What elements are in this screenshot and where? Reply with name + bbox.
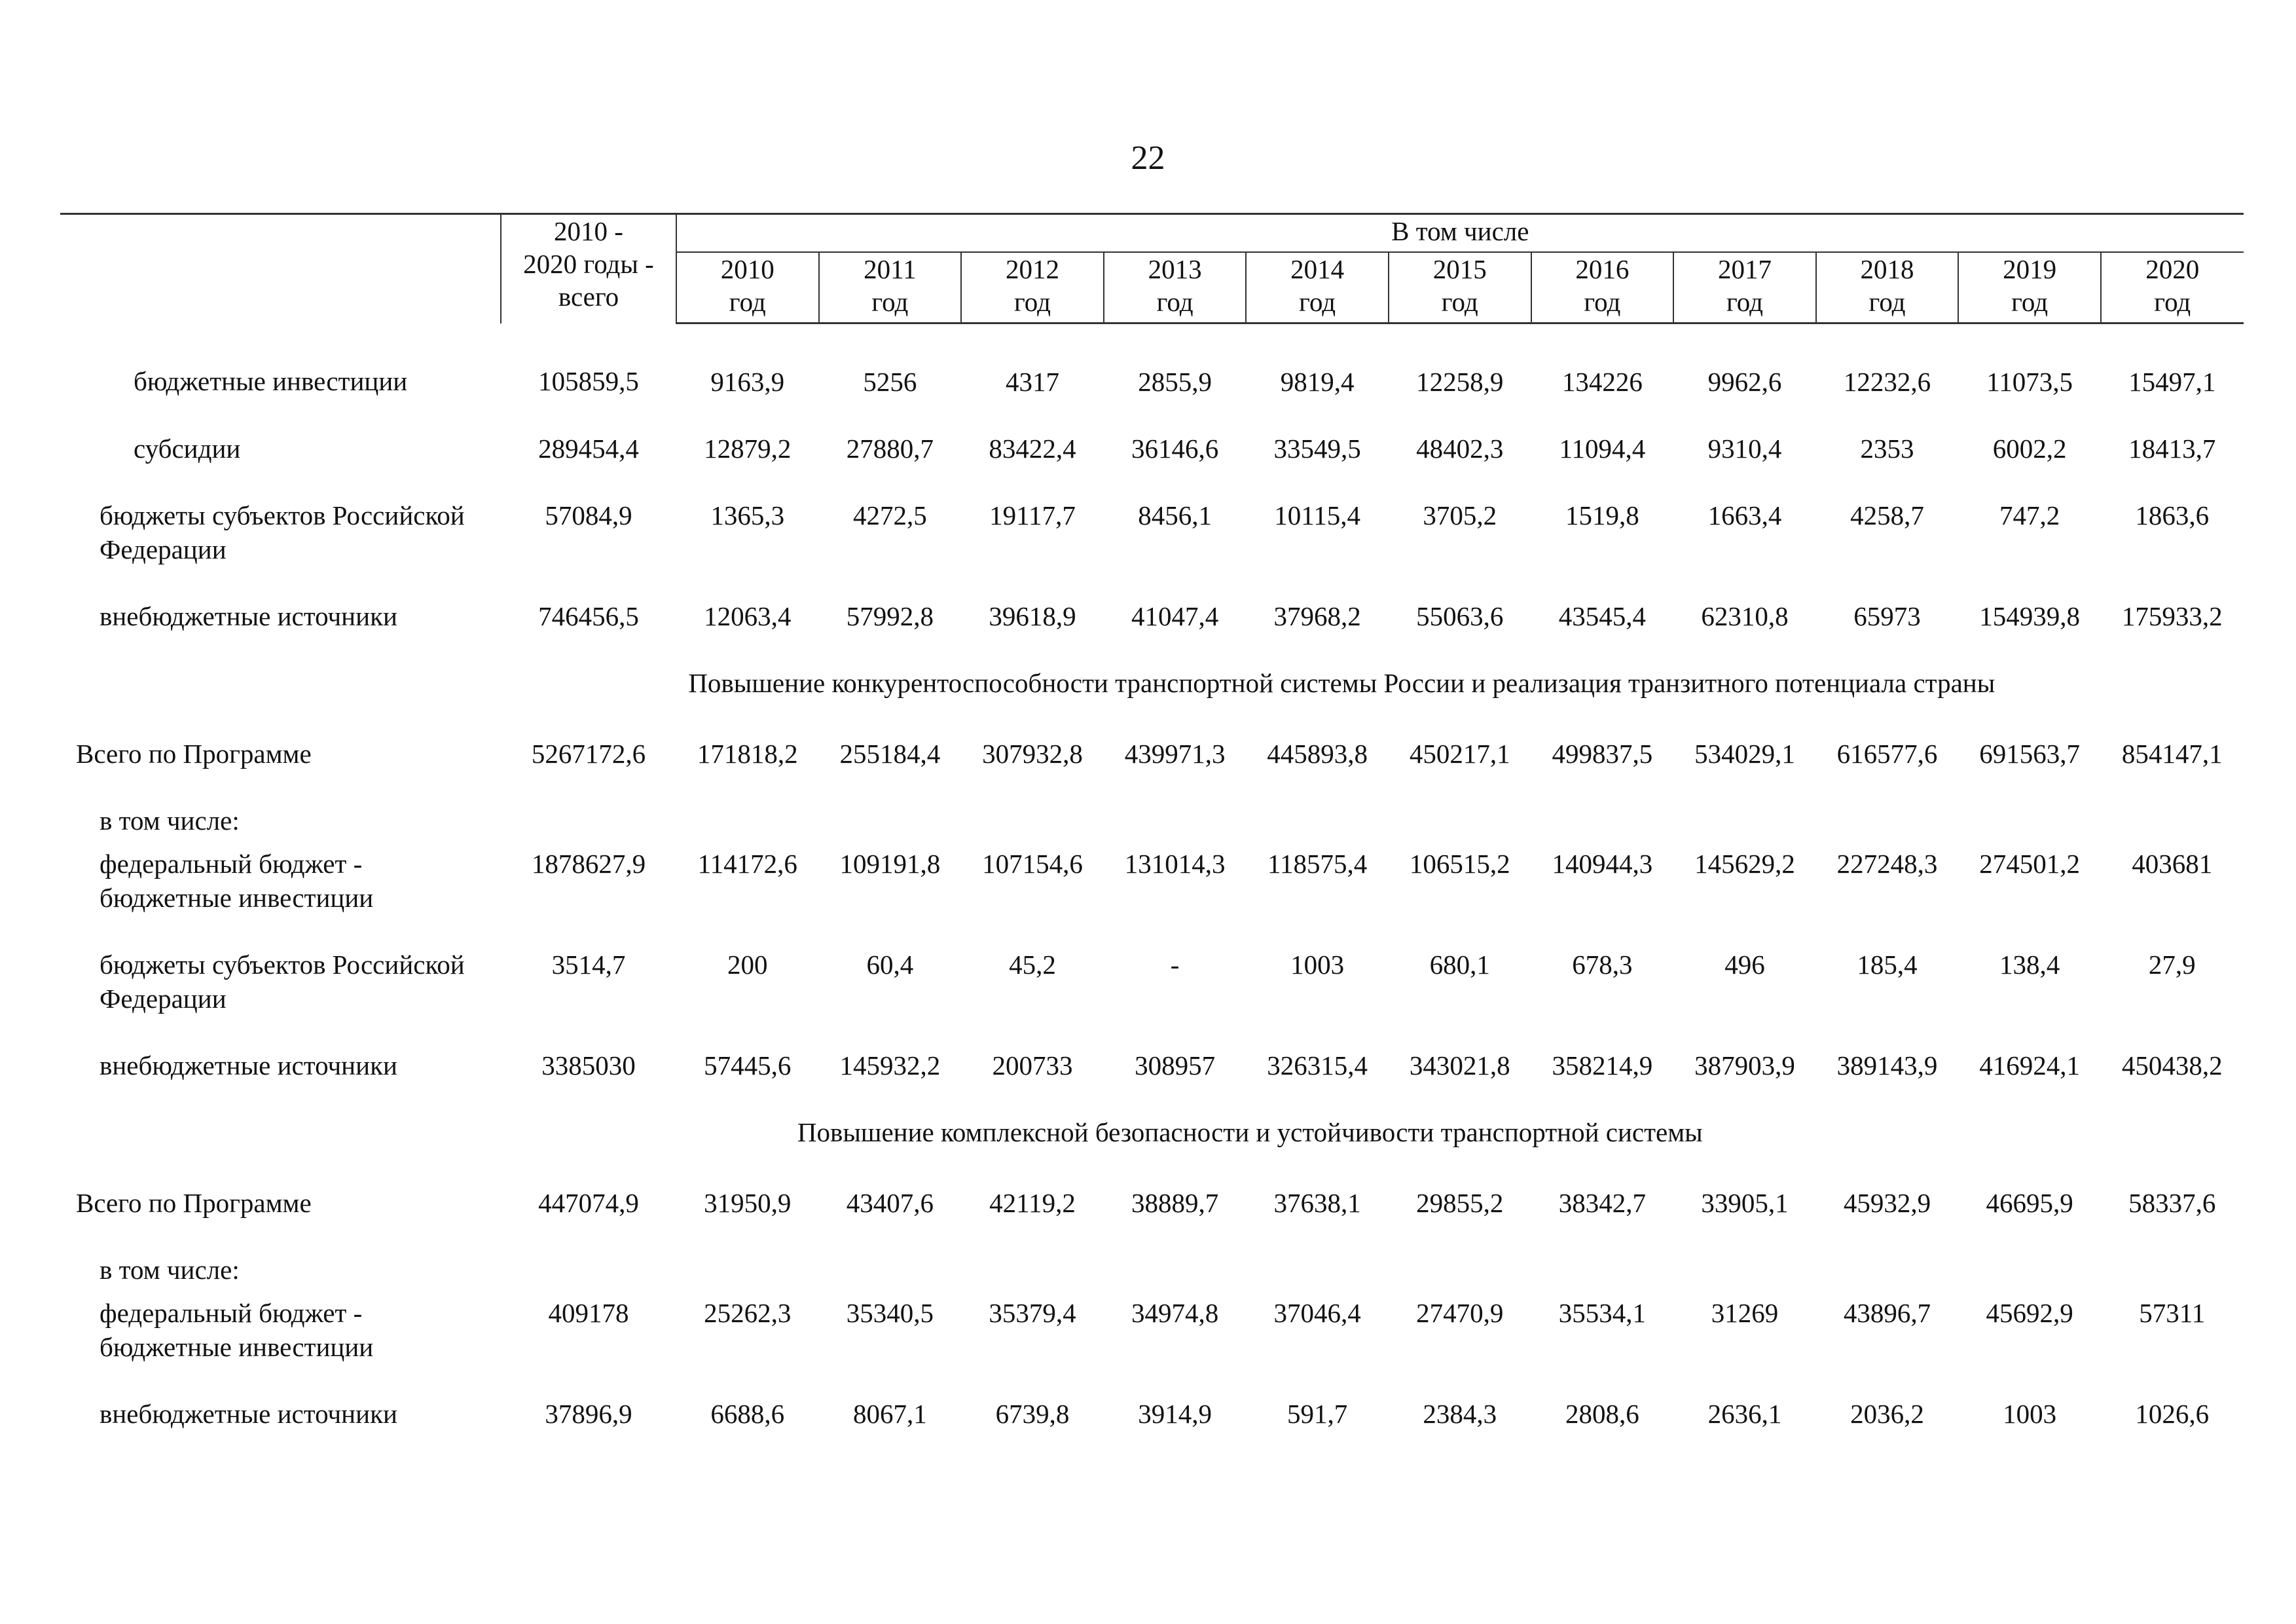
year-value-cell: 114172,6 [697, 849, 797, 879]
header-year-cell [819, 252, 962, 323]
year-value-cell: 499837,5 [1552, 739, 1653, 769]
table-row [60, 847, 2244, 948]
section-heading: Повышение комплексной безопасности и устойчивости транспортной системы [797, 1117, 1703, 1147]
header-year-cell [2101, 252, 2244, 323]
year-value-cell: 45,2 [1009, 950, 1056, 980]
header-total-line: 2020 годы - [523, 249, 654, 279]
year-value-cell: 140944,3 [1552, 849, 1653, 879]
table-row [60, 1296, 2244, 1397]
year-value-cell: 35379,4 [989, 1298, 1076, 1328]
year-value-cell: 680,1 [1429, 950, 1490, 980]
year-value-cell: 10115,4 [1274, 500, 1361, 530]
year-value-cell: 227248,3 [1836, 849, 1938, 879]
year-value-cell: 36146,6 [1131, 434, 1219, 464]
header-year: 2010 [720, 254, 774, 284]
header-year-cell [961, 252, 1104, 323]
year-value-cell: 9819,4 [1280, 367, 1355, 397]
year-value-cell: 9310,4 [1707, 434, 1782, 464]
header-total-cell [501, 214, 676, 323]
year-value-cell: 43896,7 [1843, 1298, 1931, 1328]
row-label: бюджеты субъектов Российской Федерации [100, 500, 465, 564]
year-value-cell: 591,7 [1287, 1399, 1348, 1429]
table-body [60, 323, 2244, 1464]
year-value-cell: 27880,7 [846, 434, 934, 464]
year-value-cell: 416924,1 [1979, 1050, 2081, 1080]
year-value-cell: 154939,8 [1979, 601, 2081, 631]
year-value-cell: 854147,1 [2121, 739, 2223, 769]
year-value-cell: 60,4 [866, 950, 914, 980]
header-year-cell [1673, 252, 1816, 323]
year-value-cell: 9163,9 [710, 367, 785, 397]
year-value-cell: 12258,9 [1416, 367, 1504, 397]
row-label: внебюджетные источники [100, 601, 397, 631]
year-value-cell: 57992,8 [846, 601, 934, 631]
year-value-cell: 45932,9 [1843, 1188, 1931, 1218]
year-value-cell: 2636,1 [1707, 1399, 1782, 1429]
year-value-cell: 43407,6 [846, 1188, 934, 1218]
year-value-cell: 19117,7 [989, 500, 1076, 530]
page-number: 22 [1131, 139, 1165, 177]
table-row [60, 599, 2244, 666]
table-row [60, 498, 2244, 599]
year-value-cell: 45692,9 [1986, 1298, 2073, 1328]
year-value-cell: 107154,6 [982, 849, 1083, 879]
year-value-cell: 496 [1724, 950, 1765, 980]
year-value-cell: 450217,1 [1409, 739, 1510, 769]
table-row [60, 323, 2244, 432]
year-value-cell: 38342,7 [1558, 1188, 1646, 1218]
row-label: федеральный бюджет - бюджетные инвестиции [100, 1298, 374, 1362]
year-value-cell: 1003 [2003, 1399, 2057, 1429]
year-value-cell: - [1170, 950, 1180, 980]
year-value-cell: 6688,6 [710, 1399, 785, 1429]
total-cell: 105859,5 [538, 365, 639, 396]
year-value-cell: 171818,2 [697, 739, 798, 769]
year-value-cell: 9962,6 [1707, 367, 1782, 397]
header-year-unit: год [2154, 287, 2191, 317]
header-year-unit: год [729, 287, 766, 317]
year-value-cell: 35340,5 [846, 1298, 934, 1328]
year-value-cell: 145629,2 [1694, 849, 1795, 879]
year-value-cell: 2036,2 [1850, 1399, 1924, 1429]
year-value-cell: 4258,7 [1850, 500, 1924, 530]
header-year: 2014 [1290, 254, 1345, 284]
year-value-cell: 1365,3 [710, 500, 785, 530]
total-cell: 746456,5 [538, 601, 639, 631]
table-note-row [60, 803, 2244, 847]
year-value-cell: 4317 [1005, 367, 1059, 397]
year-value-cell: 534029,1 [1694, 739, 1795, 769]
year-value-cell: 131014,3 [1124, 849, 1226, 879]
header-year-cell [1104, 252, 1247, 323]
year-value-cell: 326315,4 [1267, 1050, 1368, 1080]
year-value-cell: 308957 [1135, 1050, 1216, 1080]
year-value-cell: 200733 [992, 1050, 1073, 1080]
header-year-unit: год [1441, 287, 1478, 317]
section-heading-row [60, 1115, 2244, 1186]
year-value-cell: 343021,8 [1409, 1050, 1510, 1080]
year-value-cell: 58337,6 [2128, 1188, 2216, 1218]
header-total-line: всего [558, 282, 619, 312]
year-value-cell: 175933,2 [2121, 601, 2223, 631]
header-year: 2013 [1148, 254, 1202, 284]
year-value-cell: 12232,6 [1843, 367, 1931, 397]
row-label: в том числе: [100, 1255, 240, 1285]
total-cell: 3385030 [541, 1050, 636, 1080]
header-year-cell [676, 252, 819, 323]
row-label: внебюджетные источники [100, 1050, 397, 1080]
year-value-cell: 35534,1 [1558, 1298, 1646, 1328]
year-value-cell: 6002,2 [1992, 434, 2067, 464]
row-label: Всего по Программе [76, 1188, 312, 1218]
header-year-unit: год [1726, 287, 1763, 317]
year-value-cell: 134226 [1561, 367, 1643, 397]
year-value-cell: 37046,4 [1273, 1298, 1361, 1328]
year-value-cell: 27470,9 [1416, 1298, 1504, 1328]
header-year: 2020 [2145, 254, 2200, 284]
year-value-cell: 11073,5 [1986, 367, 2073, 397]
year-value-cell: 1003 [1290, 950, 1345, 980]
table-row [60, 737, 2244, 803]
table-row [60, 432, 2244, 498]
year-value-cell: 25262,3 [704, 1298, 792, 1328]
year-value-cell: 42119,2 [989, 1188, 1076, 1218]
year-value-cell: 55063,6 [1416, 601, 1504, 631]
year-value-cell: 4272,5 [853, 500, 927, 530]
row-label: бюджеты субъектов Российской Федерации [100, 950, 465, 1014]
financing-table [60, 213, 2244, 1464]
header-year: 2016 [1575, 254, 1630, 284]
row-label: Всего по Программе [76, 739, 312, 769]
year-value-cell: 450438,2 [2121, 1050, 2223, 1080]
year-value-cell: 5256 [863, 367, 917, 397]
header-year-cell [1246, 252, 1389, 323]
row-label: в том числе: [100, 805, 240, 836]
year-value-cell: 3705,2 [1423, 500, 1497, 530]
year-value-cell: 31950,9 [704, 1188, 792, 1218]
row-label: внебюджетные источники [100, 1399, 397, 1429]
year-value-cell: 48402,3 [1416, 434, 1504, 464]
year-value-cell: 57311 [2139, 1298, 2206, 1328]
header-year-unit: год [1868, 287, 1906, 317]
row-label: субсидии [134, 434, 241, 464]
section-heading: Повышение конкурентоспособности транспортной системы России и реализация транзитного потенциала страны [688, 668, 1995, 698]
header-year-cell [1958, 252, 2101, 323]
year-value-cell: 2384,3 [1423, 1399, 1497, 1429]
year-value-cell: 37638,1 [1273, 1188, 1361, 1218]
total-cell: 37896,9 [545, 1399, 632, 1429]
year-value-cell: 29855,2 [1416, 1188, 1504, 1218]
year-value-cell: 33549,5 [1273, 434, 1361, 464]
total-cell: 57084,9 [545, 500, 632, 530]
year-value-cell: 38889,7 [1131, 1188, 1219, 1218]
year-value-cell: 678,3 [1572, 950, 1633, 980]
year-value-cell: 34974,8 [1131, 1298, 1219, 1328]
year-value-cell: 439971,3 [1124, 739, 1226, 769]
year-value-cell: 1519,8 [1565, 500, 1639, 530]
header-year-unit: год [871, 287, 909, 317]
year-value-cell: 616577,6 [1836, 739, 1938, 769]
year-value-cell: 12879,2 [704, 434, 792, 464]
year-value-cell: 138,4 [1999, 950, 2060, 980]
year-value-cell: 15497,1 [2128, 367, 2216, 397]
year-value-cell: 747,2 [1999, 500, 2060, 530]
year-value-cell: 185,4 [1857, 950, 1918, 980]
total-cell: 447074,9 [538, 1188, 639, 1218]
year-value-cell: 2353 [1860, 434, 1914, 464]
year-value-cell: 8067,1 [853, 1399, 927, 1429]
year-value-cell: 11094,4 [1559, 434, 1646, 464]
header-year-cell [1816, 252, 1959, 323]
total-cell: 5267172,6 [531, 739, 646, 769]
year-value-cell: 83422,4 [989, 434, 1076, 464]
section-heading-row [60, 666, 2244, 737]
header-year-unit: год [2011, 287, 2049, 317]
year-value-cell: 118575,4 [1267, 849, 1368, 879]
year-value-cell: 57445,6 [704, 1050, 792, 1080]
year-value-cell: 2808,6 [1565, 1399, 1639, 1429]
year-value-cell: 31269 [1711, 1298, 1779, 1328]
header-year-cell [1389, 252, 1531, 323]
year-value-cell: 274501,2 [1979, 849, 2081, 879]
year-value-cell: 62310,8 [1701, 601, 1789, 631]
row-label: федеральный бюджет - бюджетные инвестиции [100, 849, 374, 913]
year-value-cell: 389143,9 [1836, 1050, 1938, 1080]
year-value-cell: 41047,4 [1131, 601, 1219, 631]
table-header [60, 214, 2244, 323]
table-row [60, 948, 2244, 1048]
year-value-cell: 8456,1 [1138, 500, 1212, 530]
header-year-unit: год [1013, 287, 1051, 317]
header-year: 2012 [1005, 254, 1059, 284]
year-value-cell: 2855,9 [1138, 367, 1212, 397]
row-label: бюджетные инвестиции [134, 365, 408, 396]
total-cell: 289454,4 [538, 434, 639, 464]
header-year: 2017 [1717, 254, 1772, 284]
year-value-cell: 3914,9 [1138, 1399, 1212, 1429]
header-year-unit: год [1156, 287, 1194, 317]
header-span: В том числе [676, 214, 2244, 253]
year-value-cell: 109191,8 [839, 849, 941, 879]
header-year: 2015 [1432, 254, 1487, 284]
year-value-cell: 403681 [2132, 849, 2213, 879]
table-note-row [60, 1253, 2244, 1296]
header-year-unit: год [1299, 287, 1336, 317]
year-value-cell: 358214,9 [1552, 1050, 1653, 1080]
header-total-line: 2010 - [554, 216, 623, 246]
year-value-cell: 106515,2 [1409, 849, 1510, 879]
year-value-cell: 1026,6 [2135, 1399, 2210, 1429]
total-cell: 1878627,9 [531, 849, 646, 879]
year-value-cell: 65973 [1853, 601, 1921, 631]
year-value-cell: 307932,8 [982, 739, 1083, 769]
header-year-cell [1531, 252, 1674, 323]
header-year-unit: год [1584, 287, 1621, 317]
header-label-cell [60, 214, 501, 323]
year-value-cell: 387903,9 [1694, 1050, 1795, 1080]
year-value-cell: 1863,6 [2135, 500, 2210, 530]
year-value-cell: 445893,8 [1267, 739, 1368, 769]
header-year: 2011 [864, 254, 917, 284]
year-value-cell: 33905,1 [1701, 1188, 1789, 1218]
year-value-cell: 27,9 [2148, 950, 2196, 980]
year-value-cell: 1663,4 [1707, 500, 1782, 530]
year-value-cell: 6739,8 [995, 1399, 1070, 1429]
table-row [60, 1048, 2244, 1115]
year-value-cell: 46695,9 [1986, 1188, 2073, 1218]
year-value-cell: 200 [727, 950, 768, 980]
header-year: 2018 [1860, 254, 1914, 284]
table-row [60, 1397, 2244, 1464]
table-row [60, 1186, 2244, 1253]
year-value-cell: 39618,9 [989, 601, 1076, 631]
year-value-cell: 12063,4 [704, 601, 792, 631]
year-value-cell: 691563,7 [1979, 739, 2081, 769]
year-value-cell: 255184,4 [839, 739, 941, 769]
year-value-cell: 145932,2 [839, 1050, 941, 1080]
year-value-cell: 18413,7 [2128, 434, 2216, 464]
total-cell: 409178 [548, 1298, 629, 1328]
total-cell: 3514,7 [551, 950, 626, 980]
year-value-cell: 43545,4 [1558, 601, 1646, 631]
year-value-cell: 37968,2 [1273, 601, 1361, 631]
header-year: 2019 [2003, 254, 2057, 284]
